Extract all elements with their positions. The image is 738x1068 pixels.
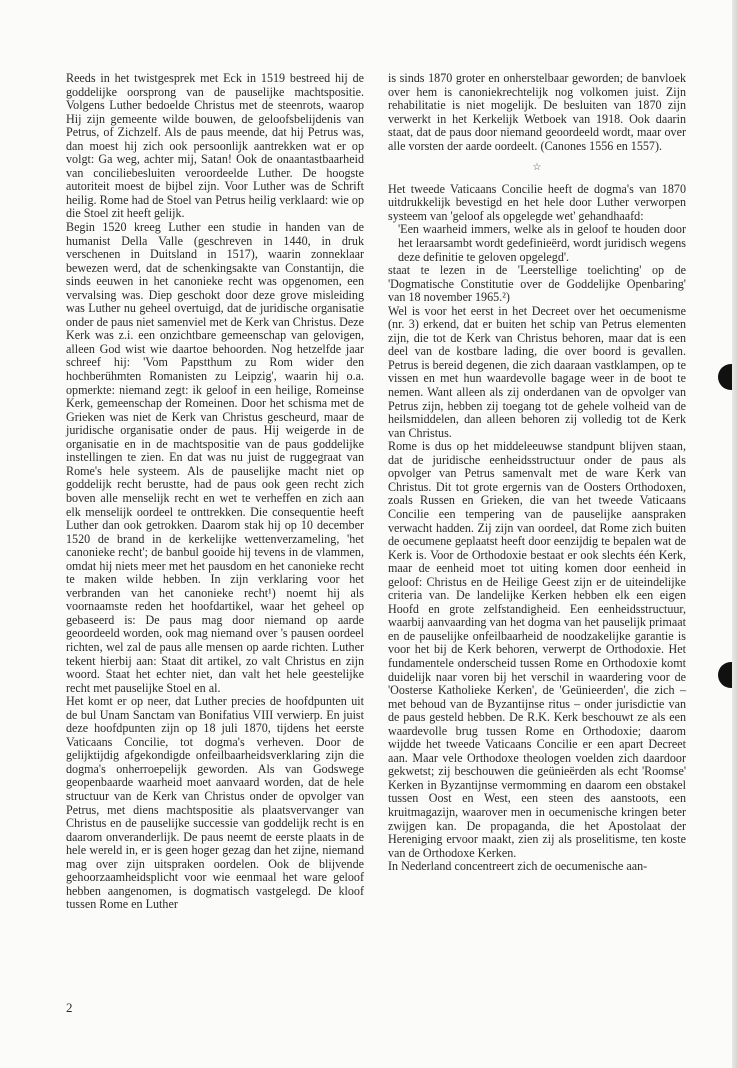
paragraph: Reeds in het twistgesprek met Eck in 1519 bestreed hij de goddelijke oorsprong van de pauselijke machtspositie. Volgens Luther bedoelde Christus met de steenrots, waarop Hij zijn gemeente wilde bouwen, de geloofsbelijdenis van Petrus, of Zichzelf. Als de paus meende, dat hij Petrus was, dan moest hij zich ook persoonlijk aantrekken wat er op volgt: Ga weg, achter mij, Satan! Ook de onaantastbaarheid van conciliebesluiten veroordeelde Luther. De hoogste autoriteit moest de bijbel zijn. Voor Luther was de Schrift heilig. Rome had de Stoel van Petrus heilig verklaard: wie op die Stoel zit heeft gelijk.	[66, 71, 364, 221]
page-edge-shadow	[732, 0, 738, 1068]
right-column	[388, 72, 686, 874]
paragraph: Begin 1520 kreeg Luther een studie in handen van de humanist Della Valle (geschreven in 1440, in druk verschenen in Duitsland in 1517), waarin zonneklaar bewezen werd, dat de schenkingsakte van Constantijn, die sinds eeuwen in het canonieke recht was opgenomen, een vervalsing was. Diep geschokt door deze grove misleiding was Luther nu geheel overtuigd, dat de juridische organisatie onder de paus niet samenviel met de Kerk van Christus. Deze Kerk was z.i. een onzichtbare gemeenschap van gelovigen, alleen God wist wie daartoe behoorden. Nog hetzelfde jaar schreef hij: 'Vom Papstthum zu Rom wider den hochberühmten Romanisten zu Leipzig', waarin hij o.a. opmerkte: niemand zegt: ik geloof in een heilige, Romeinse Kerk, gemeenschap der Romeinen. Door het schisma met de Grieken was niet de Kerk van Christus gescheurd, maar de juridische organisatie onder de paus. Hij weigerde in de organisatie en in de machtspositie van de paus goddelijke instellingen te zien. En dat was nu juist de ruggegraat van Rome's hele systeem. Als de pauselijke macht niet op goddelijk recht berustte, had de paus ook geen recht zich boven alle menselijk recht en wet te verheffen en zich aan elk menselijk oordeel te onttrekken. Die consequentie heeft Luther dan ook getrokken. Daarom stak hij op 10 december 1520 de brand in de kerkelijke wettenverzameling, 'het canonieke recht'; de banbul gooide hij tevens in de vlammen, omdat hij niets meer met het pausdom en het canonieke recht te maken wilde hebben. In zijn verklaring voor het verbranden van het canonieke recht¹) noemt hij als voornaamste reden het hoofdartikel, waar het geheel op gebaseerd is: De paus mag door niemand op aarde geoordeeld worden, ook mag niemand over 's pausen oordeel richten, wel zal de paus alle mensen op aarde richten. Luther tekent hierbij aan: Staat dit artikel, zo valt Christus en zijn woord. Staat het echter niet, dan valt het hele geestelijke recht met pauselijke Stoel en al.	[66, 220, 364, 695]
paragraph: Het tweede Vaticaans Concilie heeft de dogma's van 1870 uitdrukkelijk bevestigd en het hele door Luther verworpen systeem van 'geloof als opgelegde wet' gehandhaafd:	[388, 181, 686, 223]
paragraph: Wel is voor het eerst in het Decreet over het oecumenisme (nr. 3) erkend, dat er buiten het schip van Petrus elementen zijn, die tot de Kerk van Christus behoren, maar dat is een deel van de kostbare lading, die over boord is gevallen. Petrus is bereid degenen, die zich daaraan vastklampen, op te vissen en met hun waardevolle bagage weer in de boot te nemen. Want alleen als zij onderdanen van de opvolger van Petrus zijn, hebben zij toegang tot de gehele volheid van de heilsmiddelen, dan alleen behoren zij volledig tot de Kerk van Christus.	[388, 303, 686, 440]
paragraph: Rome is dus op het middeleeuwse standpunt blijven staan, dat de juridische eenheidsstructuur onder de paus als opvolger van Petrus samenvalt met de ware Kerk van Christus. Dit tot grote ergernis van de Oosters Orthodoxen, zoals Russen en Grieken, die van het tweede Vaticaans Concilie een tempering van de pauselijke aanspraken verwacht hadden. Zij zijn van oordeel, dat Rome zich buiten de oecumene geplaatst heeft door eenzijdig te bepalen wat de Kerk is. Voor de Orthodoxie bestaat er ook slechts één Kerk, maar de eenheid moet tot uiting komen door eenheid in geloof: Christus en de Heilige Geest zijn er de uiteindelijke criteria van. De landelijke Kerken hebben elk een eigen Hoofd en grote zelfstandigheid. Een eenheidsstructuur, waarbij aanvaarding van het dogma van het pauselijk primaat en de pauselijke onfeilbaarheid de noodzakelijke garantie is voor het bij de Kerk behoren, verwerpt de Orthodoxie. Het fundamentele onderscheid tussen Rome en Orthodoxie komt duidelijk naar voren bij het verschil in waardering voor de 'Oosterse Katholieke Kerken', de 'Geünieerden', die zich – met behoud van de Byzantijnse ritus – onder jurisdictie van de paus gesteld hebben. De R.K. Kerk beschouwt ze als een waardevolle brug tussen Rome en Orthodoxie; daarom wijdde het tweede Vaticaans Concilie er een apart Decreet aan. Maar vele Orthodoxe theologen voelden zich daardoor gekwetst; zij beschouwen die geünieërden als echt 'Roomse' Kerken in Byzantijnse vermomming en daarom een obstakel tussen Oost en West, een steen des aanstoots, een kruitmagazijn, waarover men in oecumenische kringen beter zwijgen kan. De propaganda, die het Apostolaat der Hereniging ervoor maakt, zien zij als proselitisme, ten koste van de Orthodoxe Kerken.	[388, 439, 686, 860]
left-column	[66, 72, 364, 912]
page-number: 2	[66, 1000, 73, 1015]
paragraph: is sinds 1870 groter en onherstelbaar geworden; de banvloek over hem is canoniekrechtelijk nog volkomen juist. Zijn rehabilitatie is niet mogelijk. De besluiten van 1870 zijn verwerkt in het Kerkelijk Wetboek van 1918. Ook daarin staat, dat de paus door niemand geoordeeld wordt, maar over alle vorsten der aarde oordeelt. (Canones 1556 en 1557).	[388, 71, 686, 153]
paragraph: In Nederland concentreert zich de oecumenische aan-	[388, 859, 648, 874]
paragraph: Het komt er op neer, dat Luther precies de hoofdpunten uit de bul Unam Sanctam van Bonifatius VIII verwierp. En juist deze hoofdpunten zijn op 18 juli 1870, tijdens het eerste Vaticaans Concilie, tot dogma's verheven. Door de gelijktijdig afgekondigde onfeilbaarheidsverklaring zijn die dogma's onherroepelijk geworden. Als van Godswege geopenbaarde waarheid moet aanvaard worden, dat de hele structuur van de Kerk van Christus onder de opvolger van Petrus, met diens machtspositie als plaatsvervanger van Christus en de pauselijke successie van goddelijk recht is en daarom onveranderlijk. De paus neemt de eerste plaats in de hele wereld in, er is geen hoger gezag dan het zijne, niemand mag over zijn uitspraken oordelen. Ook de blijvende gehoorzaamheidsplicht voor wie eenmaal het ware geloof hebben aangenomen, is dogmatisch vastgelegd. De kloof tussen Rome en Luther	[66, 694, 364, 912]
block-quote: 'Een waarheid immers, welke als in geloof te houden door het leraarsambt wordt gedefinieërd, wordt juridisch wegens deze definitie te geloven opgelegd'.	[398, 222, 686, 264]
paragraph: staat te lezen in de 'Leerstellige toelichting' op de 'Dogmatische Constitutie over de Goddelijke Openbaring' van 18 november 1965.²)	[388, 263, 686, 305]
section-separator-star: ☆	[532, 162, 542, 174]
